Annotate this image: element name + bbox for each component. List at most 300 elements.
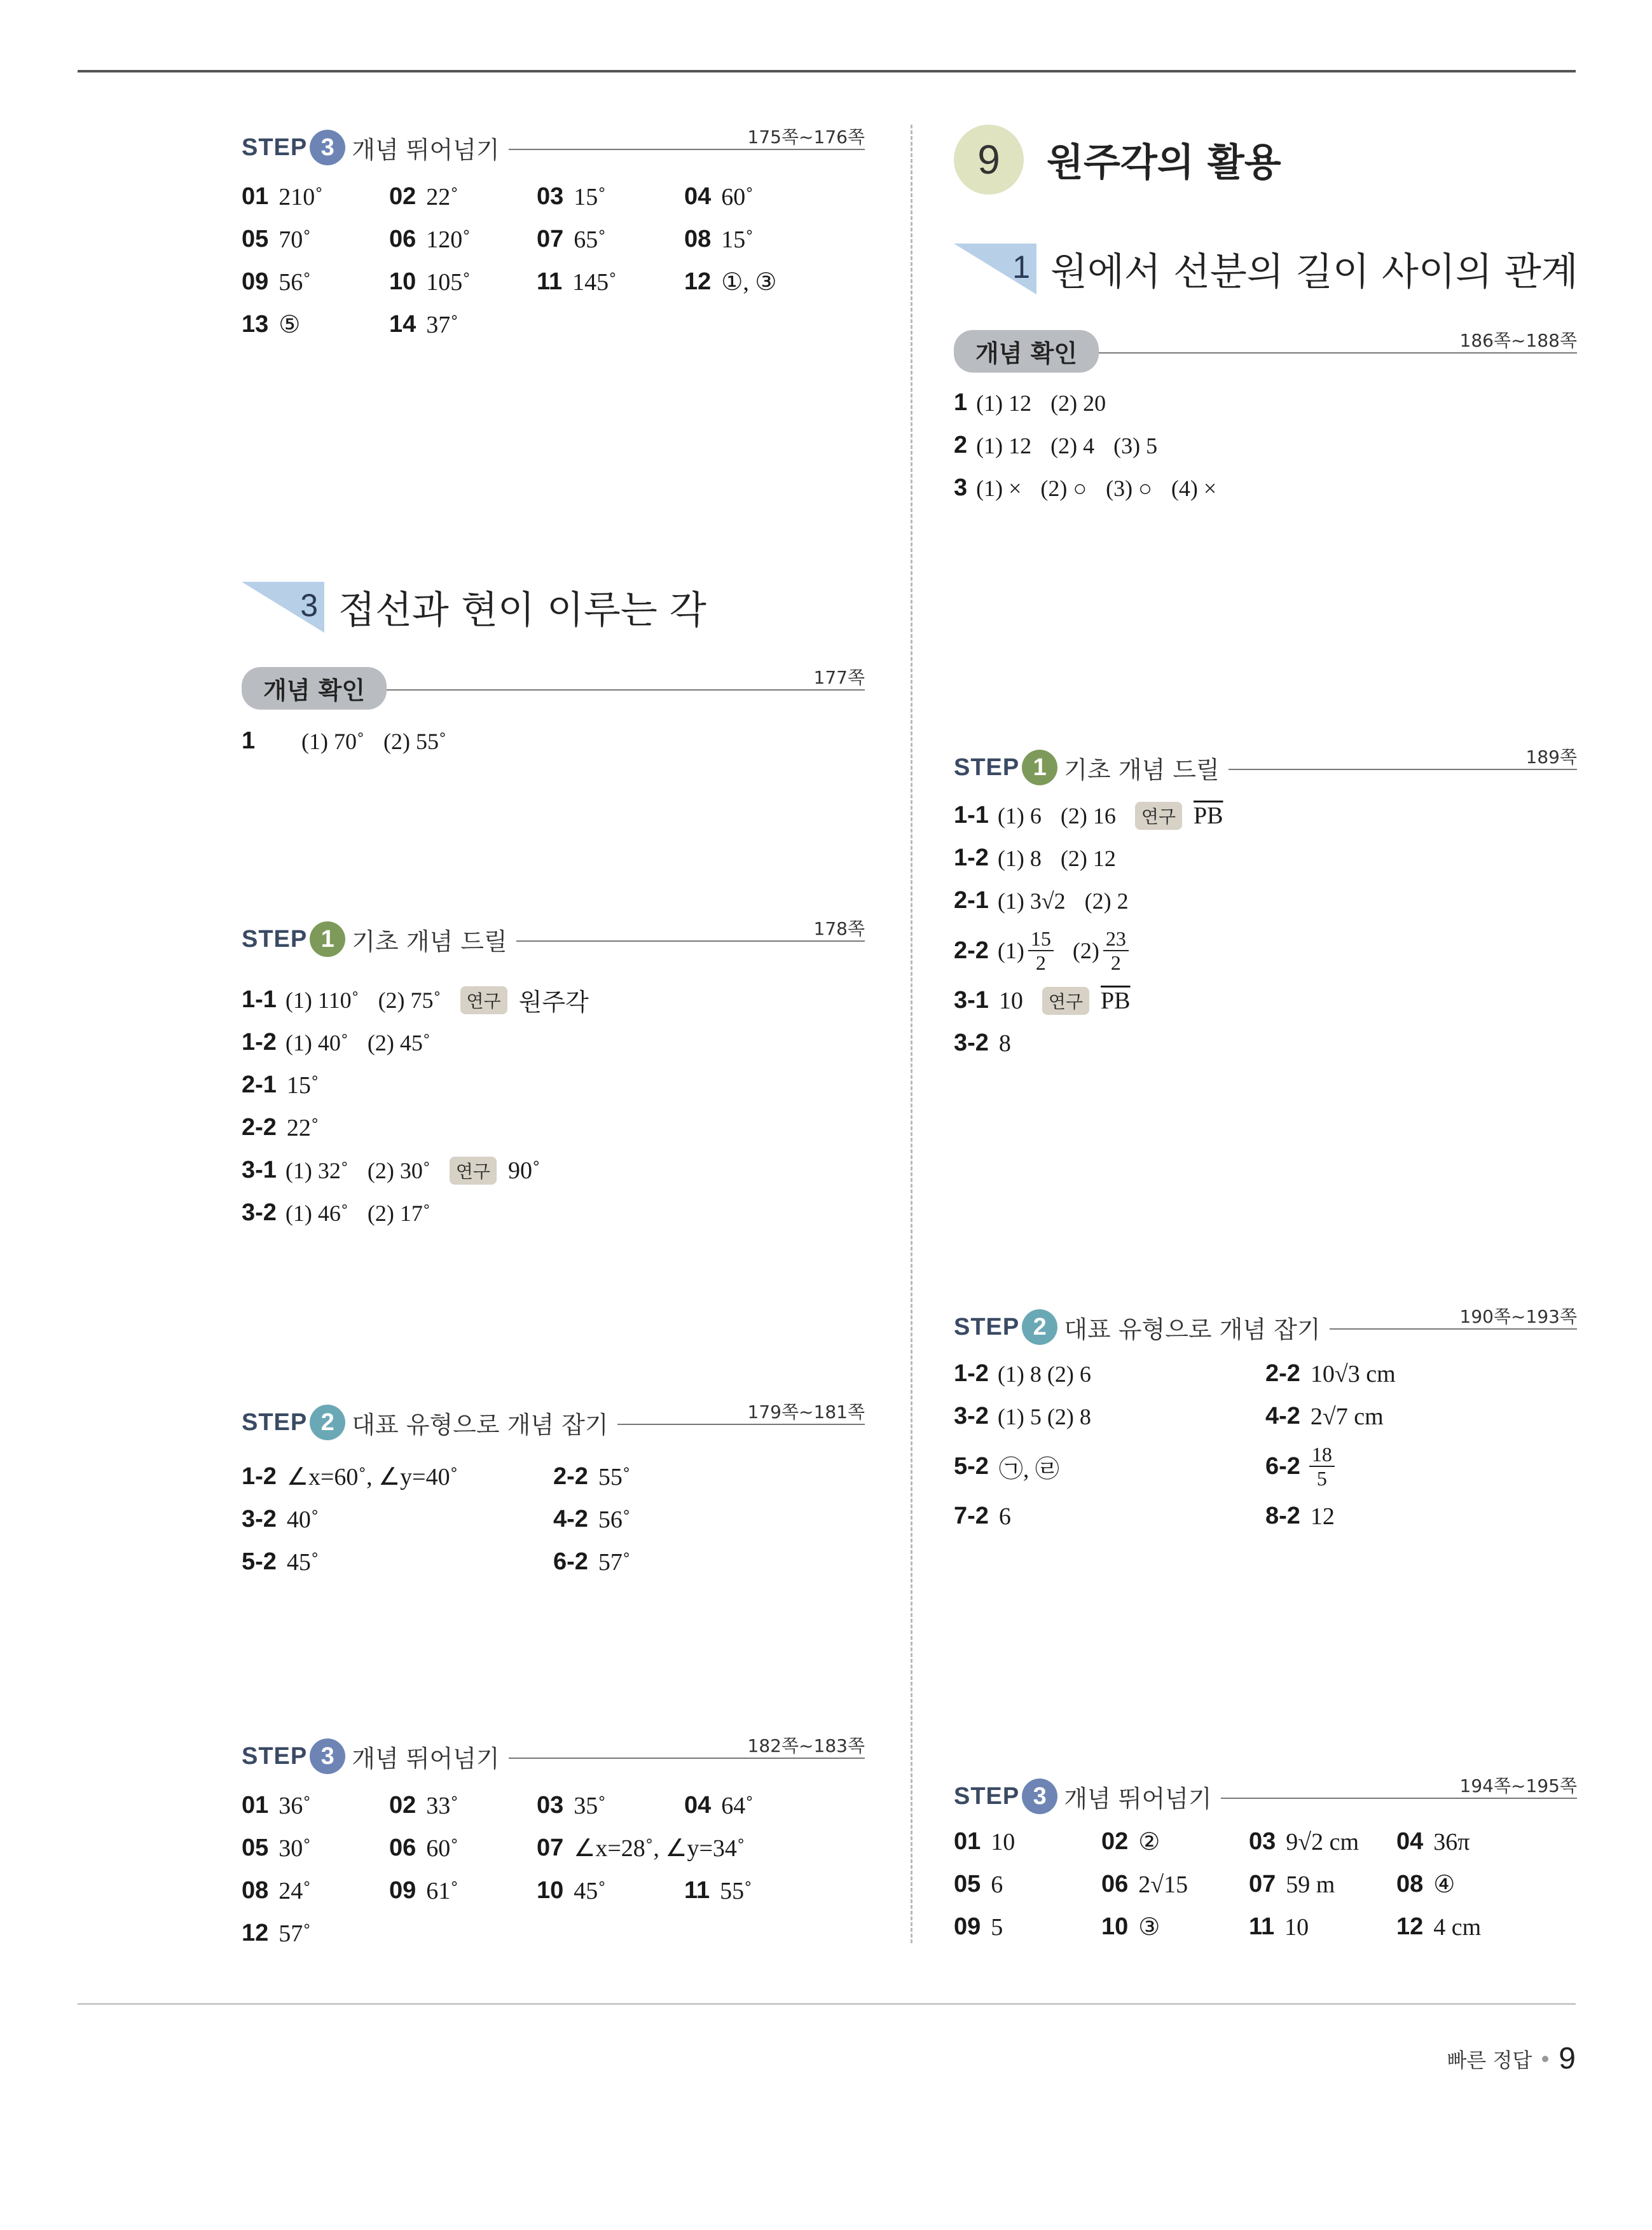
answer-row [242,1498,865,1541]
badge-answer: 90˚ [507,1157,540,1184]
question-number: 03 [537,183,564,210]
step-number-badge: 3 [310,1738,345,1774]
step-label: STEP [954,754,1020,781]
question-number: 3 [954,474,968,501]
page-reference: 175쪽~176쪽 [747,127,865,148]
answer-cell [1396,1913,1544,1941]
answer-part: (2) ○ [1040,475,1087,501]
question-number: 06 [1101,1871,1129,1897]
question-number: 3-2 [954,1029,989,1056]
answer-value: ∠x=28˚, ∠y=34˚ [574,1835,745,1862]
answer-value: 105˚ [426,268,471,296]
page-reference: 178쪽 [813,918,865,939]
right-step2-block [954,1307,1577,1538]
answer-row [954,1438,1577,1495]
question-number: 12 [242,1920,269,1946]
step-header [242,1402,865,1443]
answer-value: 8 [998,1029,1011,1057]
answer-row [242,1064,865,1106]
answer-row [954,1863,1577,1906]
answer-part: (3) ○ [1106,475,1152,501]
question-number: 3-2 [242,1506,277,1532]
answer-value: 55˚ [598,1463,631,1490]
answer-value: 5 [991,1913,1003,1941]
answer-cell [389,1877,537,1905]
answer-value: 56˚ [279,268,311,296]
answer-value: 40˚ [286,1506,319,1533]
question-number: 05 [242,1834,269,1861]
answer-row [954,922,1577,979]
answer-part: (1) 110˚ [285,987,359,1013]
answer-part: (2) [1072,938,1099,963]
question-number: 02 [389,183,416,210]
answer-cell [684,268,832,296]
question-number: 1-1 [954,802,989,829]
answer-value: 36π [1433,1828,1470,1855]
answer-value: 9√2 cm [1286,1828,1359,1855]
answer-part: (1) 40˚ [285,1029,348,1056]
answer-cell [684,1792,832,1820]
answer-value: 145˚ [572,268,617,296]
question-number: 12 [1396,1913,1424,1940]
question-number: 10 [389,268,416,295]
question-number: 3-1 [242,1157,277,1183]
answer-part: (1) 3√2 [997,888,1066,914]
answer-cell [537,1877,684,1905]
answer-value: 6 [991,1871,1003,1898]
concept-pill: 개념 확인 [242,667,387,710]
answer-cell [1396,1828,1544,1856]
answer-part: (3) 5 [1113,432,1158,458]
question-number: 04 [1396,1828,1424,1855]
answer-cell [954,1871,1101,1899]
question-number: 13 [242,311,269,338]
badge-answer: 원주각 [518,989,589,1016]
answer-value: 10 [991,1828,1015,1855]
answer-row [242,1784,865,1827]
question-number: 09 [242,268,269,295]
answer-value: 210˚ [279,183,323,210]
answer-value: 65˚ [574,226,606,253]
header-line [1099,352,1577,354]
answer-cell [537,268,684,296]
question-number: 08 [1396,1871,1424,1897]
question-number: 7-2 [954,1503,989,1529]
answer-row [954,1820,1577,1863]
research-badge: 연구 [1135,802,1182,830]
section-heading [242,580,706,635]
research-badge: 연구 [460,986,507,1014]
question-number: 10 [537,1877,564,1904]
step-number-badge: 3 [1022,1779,1057,1814]
question-number: 01 [242,183,269,210]
question-number: 11 [684,1877,710,1904]
answer-row [954,979,1577,1022]
page-reference: 189쪽 [1525,747,1577,767]
question-number: 1-1 [242,986,277,1013]
answer-row [954,1906,1577,1948]
answer-row [242,303,865,346]
question-number: 02 [1101,1828,1129,1855]
answer-value: 10√3 cm [1310,1360,1396,1387]
answer-part: (1) 6 [997,802,1042,829]
fraction [1309,1443,1335,1490]
answer-cell [389,183,537,211]
answer-cell [684,1877,832,1905]
answer-cell [537,183,684,211]
answer-cell [242,183,389,211]
step-title: 개념 뛰어넘기 [352,135,500,164]
answer-value: 56˚ [598,1506,631,1533]
question-number: 5-2 [242,1548,277,1575]
answer-value: 70˚ [279,226,311,253]
question-number: 06 [389,226,416,252]
answer-cell [553,1548,865,1576]
answer-row [954,837,1577,879]
answer-cell [242,1506,553,1534]
answer-value: 15˚ [574,183,606,210]
header-line [1229,769,1577,770]
left-concept-check-block [242,668,865,762]
answer-value: 24˚ [279,1877,311,1904]
page-reference: 182쪽~183쪽 [747,1735,865,1756]
answer-part: (2) 2 [1084,888,1129,914]
question-number: 07 [537,1834,564,1861]
concept-header [954,331,1577,371]
answer-row [954,382,1577,424]
step-title: 개념 뛰어넘기 [1064,1784,1212,1813]
chapter-title: 원주각의 활용 [1047,141,1281,185]
answer-value: ⑤ [279,312,301,338]
step-title: 대표 유형으로 개념 잡기 [1064,1315,1321,1344]
step-title: 대표 유형으로 개념 잡기 [352,1410,609,1439]
answer-part: (2) 55˚ [383,728,446,754]
answer-row [242,1827,865,1869]
answer-row [242,261,865,303]
answer-cell [242,1792,389,1820]
answer-value: 4 cm [1433,1913,1482,1941]
answer-row [954,1495,1577,1538]
concept-pill: 개념 확인 [954,330,1099,373]
answer-part: (2) 12 [1060,845,1116,871]
page-footer [1447,2041,1576,2076]
question-number: 2-1 [242,1071,277,1098]
answer-row [242,1869,865,1912]
step-header [954,747,1577,788]
page-reference: 194쪽~195쪽 [1459,1775,1577,1796]
left-step3-block [242,127,865,346]
answer-row [242,1912,865,1955]
step-label: STEP [242,1742,308,1770]
fraction [1028,927,1054,974]
right-step3-block [954,1776,1577,1948]
question-number: 1-2 [242,1463,277,1490]
question-number: 1-2 [954,844,989,871]
answer-part: (1) 8 [997,845,1042,871]
section-title: 원에서 선분의 길이 사이의 관계 [1050,250,1578,294]
answer-cell [1249,1913,1396,1941]
answer-value: 2√7 cm [1310,1403,1384,1430]
answer-row [242,1106,865,1149]
page-number: 9 [1559,2042,1576,2075]
answer-part: (1) 12 [976,432,1032,458]
answer-part: (1) 12 [976,390,1032,416]
answer-part: (1) 70˚ [301,728,364,754]
answer-part: 22˚ [286,1114,319,1141]
answer-cell [389,1834,537,1862]
research-badge: 연구 [1042,987,1089,1015]
answer-value: 10 [1284,1913,1309,1941]
answer-part: (2) 75˚ [378,987,441,1013]
fraction-denominator: 5 [1316,1467,1327,1490]
step-label: STEP [954,1782,1020,1810]
answer-value: ㉠, ㉣ [998,1456,1059,1483]
question-number: 2-1 [954,887,989,914]
answer-value: 64˚ [721,1792,754,1819]
section-number-marker [954,244,1036,294]
answer-value: 55˚ [720,1877,752,1904]
research-badge: 연구 [450,1157,497,1185]
answer-value: 61˚ [426,1877,458,1904]
question-number: 09 [954,1913,981,1940]
answer-cell [537,1792,684,1820]
question-number: 2-2 [242,1114,277,1141]
answer-grid [242,176,865,346]
answer-part: (2) 17˚ [367,1200,430,1226]
fraction [1103,927,1129,974]
answer-list [954,382,1577,509]
fraction-numerator: 23 [1103,927,1129,951]
page-reference: 179쪽~181쪽 [747,1401,865,1422]
answer-row [954,1352,1577,1395]
left-step2-block [242,1402,865,1583]
answer-grid [242,1456,865,1583]
question-number: 04 [684,1792,712,1819]
answer-cell [242,268,389,296]
answer-row [954,1022,1577,1064]
question-number: 08 [684,226,712,252]
footer-label: 빠른 정답 [1447,2048,1532,2072]
answer-value: 10 [998,987,1023,1014]
answer-row [954,879,1577,922]
answer-part: (1) 32˚ [285,1157,348,1183]
answer-cell [954,1828,1101,1856]
answer-part: (2) 30˚ [367,1157,430,1183]
answer-value: 22˚ [426,183,458,210]
answer-row [242,1149,865,1192]
answer-cell [389,1792,537,1820]
answer-cell [242,226,389,254]
answer-part: (4) × [1171,475,1217,501]
answer-value: 33˚ [426,1792,458,1819]
answer-part: (1) [997,938,1024,963]
answer-value: 57˚ [598,1548,631,1576]
answer-row [242,1456,865,1498]
question-number: 11 [1249,1913,1275,1940]
answer-value: 45˚ [574,1877,606,1904]
question-number: 03 [1249,1828,1276,1855]
answer-cell [553,1463,865,1491]
header-line [509,149,865,150]
header-line [387,689,865,691]
answer-value: 35˚ [574,1792,606,1819]
answer-cell [1249,1871,1396,1899]
question-number: 1-2 [954,1360,989,1387]
fraction-denominator: 2 [1035,951,1046,974]
question-number: 3-2 [242,1199,277,1226]
step-title: 기초 개념 드릴 [352,927,507,956]
answer-cell [1396,1870,1544,1899]
answer-value: 12 [1310,1503,1335,1530]
question-number: 3-1 [954,987,989,1014]
answer-value: 30˚ [279,1834,311,1862]
question-number: 02 [389,1792,416,1819]
header-line [516,940,865,942]
answer-grid [242,1784,865,1955]
question-number: 07 [537,226,564,252]
bottom-rule [78,2003,1576,2005]
answer-row [242,979,865,1021]
answer-row [954,467,1577,509]
fraction-denominator: 2 [1110,951,1121,974]
question-number: 4-2 [1265,1403,1300,1429]
answer-cell [1249,1828,1396,1856]
step-header [242,127,865,168]
answer-part: (1) 46˚ [285,1200,348,1226]
step-number-badge: 2 [310,1405,345,1440]
answer-value: 15˚ [721,226,754,253]
answer-part: (1) × [976,475,1022,501]
step-number-badge: 1 [1022,750,1057,785]
question-number: 6-2 [1265,1452,1300,1480]
answer-value: 60˚ [426,1834,458,1862]
top-rule [78,70,1576,72]
question-number: 11 [537,268,563,295]
answer-row [242,720,865,762]
answer-value: 60˚ [721,183,754,210]
step-number-badge: 1 [310,921,345,957]
question-number: 07 [1249,1871,1276,1897]
step-header [954,1776,1577,1817]
question-number: 01 [242,1792,269,1819]
page-reference: 190쪽~193쪽 [1459,1306,1577,1327]
question-number: 10 [1101,1913,1129,1940]
question-number: 08 [242,1877,269,1904]
page-reference: 186쪽~188쪽 [1459,330,1577,351]
header-line [617,1424,865,1425]
answer-value: (1) 8 (2) 6 [997,1361,1091,1387]
answer-cell [537,1834,745,1862]
question-number: 14 [389,311,416,338]
question-number: 8-2 [1265,1503,1300,1529]
answer-value: 120˚ [426,226,471,253]
answer-row [242,176,865,218]
answer-value: 6 [998,1503,1011,1530]
section-number-marker [242,582,324,633]
answer-row [954,424,1577,467]
step-header [242,919,865,960]
question-number: 2-2 [954,937,989,964]
right-concept-check-block [954,331,1577,509]
answer-value: ④ [1433,1871,1456,1898]
answer-grid [954,1820,1577,1948]
question-number: 04 [684,183,712,210]
answer-cell [242,1877,389,1905]
answer-row [242,1541,865,1583]
question-number: 06 [389,1834,416,1861]
answer-value: ③ [1138,1914,1160,1941]
answer-cell [242,1920,389,1948]
answer-cell [553,1506,865,1534]
section-heading [954,242,1578,296]
question-number: 3-2 [954,1403,989,1429]
answer-cell [242,310,389,339]
question-number: 03 [537,1792,564,1819]
question-number: 2-2 [553,1463,588,1490]
answer-cell [1101,1913,1249,1941]
question-number: 1-2 [242,1029,277,1056]
question-number: 1 [242,727,256,754]
answer-list [242,979,865,1234]
answer-part: (2) 45˚ [367,1029,430,1056]
answer-value: 2√15 [1138,1871,1188,1898]
header-line [509,1758,865,1759]
question-number: 09 [389,1877,416,1904]
answer-value: 57˚ [279,1920,311,1947]
answer-row [242,218,865,261]
question-number: 6-2 [553,1548,588,1575]
answer-value: ①, ③ [721,269,777,296]
left-step1-block [242,919,865,1234]
step-number-badge: 2 [1022,1309,1057,1345]
answer-cell [242,1834,389,1862]
step-title: 개념 뛰어넘기 [352,1744,500,1773]
header-line [1221,1798,1577,1799]
fraction-numerator: 15 [1028,927,1054,951]
answer-part: (2) 20 [1050,390,1106,416]
answer-cell [389,226,537,254]
answer-value: 37˚ [426,311,458,338]
section-number: 3 [300,588,318,623]
question-number: 4-2 [553,1506,588,1532]
answer-cell [389,268,537,296]
right-step1-block [954,747,1577,1064]
answer-part: 15˚ [286,1071,319,1099]
answer-cell [684,226,832,254]
answer-value: (1) 5 (2) 8 [997,1403,1091,1429]
answer-cell [389,311,537,339]
concept-header [242,668,865,708]
header-line [1330,1328,1577,1330]
answer-value: 36˚ [279,1792,311,1819]
step-header [242,1736,865,1777]
answer-part: (2) 4 [1050,432,1095,458]
step-label: STEP [242,1408,308,1436]
answer-value: ② [1138,1829,1160,1855]
section-number: 1 [1012,249,1030,285]
question-number: 05 [954,1871,981,1897]
answer-value: 45˚ [286,1548,319,1576]
fraction-numerator: 18 [1309,1443,1335,1467]
answer-cell [242,1548,553,1576]
answer-cell [1101,1871,1249,1899]
question-number: 05 [242,226,269,252]
answer-cell [954,1913,1101,1941]
question-number: 2 [954,432,968,458]
answer-cell [242,1463,553,1491]
step-label: STEP [242,925,308,953]
answer-cell [1101,1827,1249,1856]
